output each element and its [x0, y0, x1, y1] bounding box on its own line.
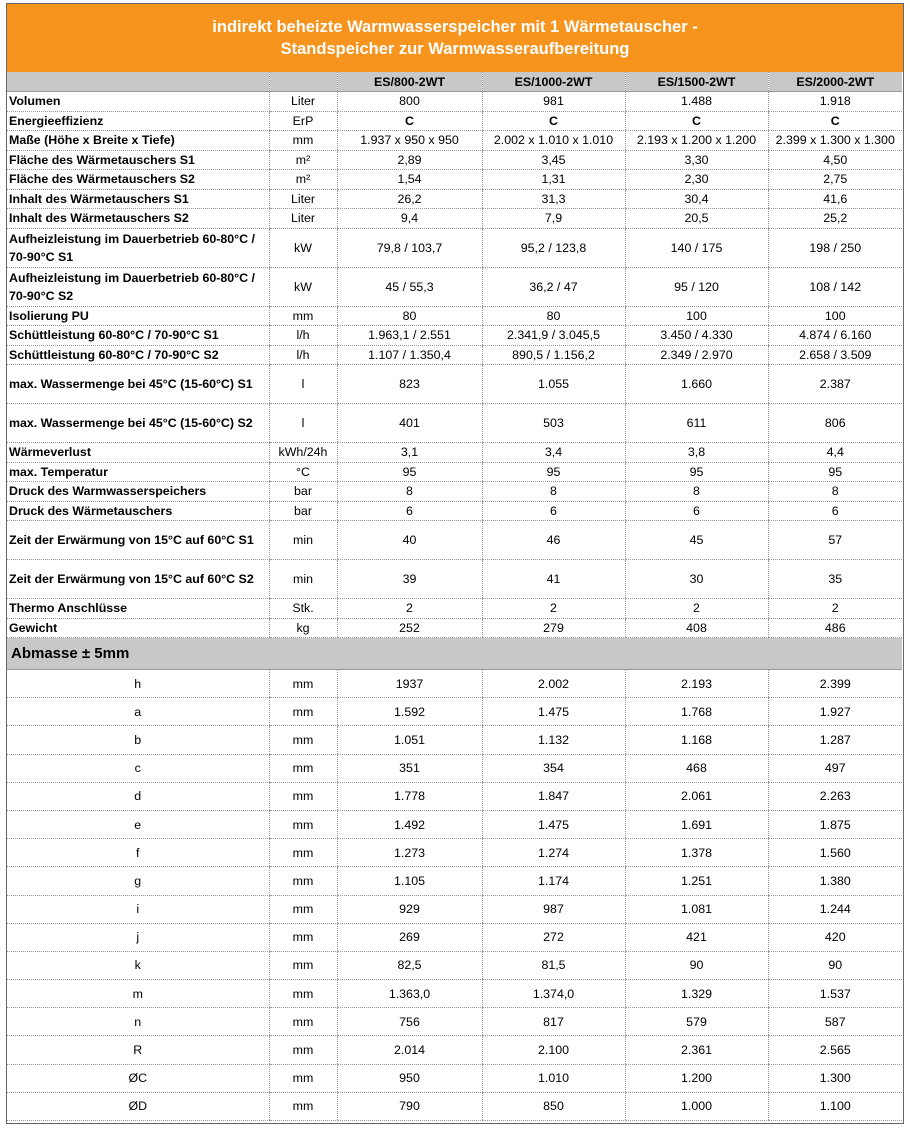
dimension-value: 1.927	[768, 698, 902, 726]
spec-value: 2	[625, 599, 768, 619]
model-header: ES/800-2WT	[337, 72, 482, 92]
spec-row	[7, 404, 902, 443]
spec-value: 8	[337, 482, 482, 502]
dimension-value: 1.475	[482, 810, 625, 838]
spec-value: 25,2	[768, 209, 902, 229]
dimension-value: 272	[482, 923, 625, 951]
spec-value: 6	[768, 501, 902, 521]
dimension-label: i	[7, 895, 269, 923]
dimension-value: 2.002	[482, 670, 625, 698]
spec-value: 45	[625, 521, 768, 560]
spec-unit: mm	[269, 131, 337, 151]
spec-value: 8	[768, 482, 902, 502]
dimension-value: 2.361	[625, 1036, 768, 1064]
dimension-value: 1.200	[625, 1064, 768, 1092]
dimension-value: 81,5	[482, 951, 625, 979]
spec-label: Energieeffizienz	[7, 111, 269, 131]
spec-value: 6	[482, 501, 625, 521]
dimension-label: b	[7, 726, 269, 754]
spec-value: 95,2 / 123,8	[482, 228, 625, 267]
dimension-value: 1.537	[768, 980, 902, 1008]
spec-unit: l/h	[269, 345, 337, 365]
dimension-row	[7, 670, 902, 698]
spec-value: 57	[768, 521, 902, 560]
spec-value: 198 / 250	[768, 228, 902, 267]
spec-value: 1.107 / 1.350,4	[337, 345, 482, 365]
spec-value: 3,45	[482, 150, 625, 170]
spec-rows	[7, 92, 902, 638]
spec-value: 3,8	[625, 443, 768, 463]
spec-label: Schüttleistung 60-80°C / 70-90°C S1	[7, 326, 269, 346]
dimension-label: a	[7, 698, 269, 726]
spec-unit: Stk.	[269, 599, 337, 619]
spec-value: 39	[337, 560, 482, 599]
spec-value: 95	[625, 462, 768, 482]
dimension-row	[7, 698, 902, 726]
dimension-value: 1.691	[625, 810, 768, 838]
dimension-value: 1.374,0	[482, 980, 625, 1008]
dimension-value: 90	[768, 951, 902, 979]
dimension-value: 1.560	[768, 839, 902, 867]
dimension-unit: mm	[269, 782, 337, 810]
spec-label: Fläche des Wärmetauschers S2	[7, 170, 269, 190]
dimension-value: 1.768	[625, 698, 768, 726]
spec-value: 41	[482, 560, 625, 599]
dimension-unit: mm	[269, 698, 337, 726]
spec-label: Gewicht	[7, 618, 269, 638]
spec-value: 2,30	[625, 170, 768, 190]
spec-value: C	[337, 111, 482, 131]
spec-value: 46	[482, 521, 625, 560]
dimension-unit: mm	[269, 810, 337, 838]
dimension-row	[7, 951, 902, 979]
spec-unit: kW	[269, 267, 337, 306]
spec-value: 79,8 / 103,7	[337, 228, 482, 267]
spec-row	[7, 228, 902, 267]
dimension-value: 1.492	[337, 810, 482, 838]
spec-value: 26,2	[337, 189, 482, 209]
dimension-value: 587	[768, 1008, 902, 1036]
spec-value: 6	[625, 501, 768, 521]
spec-value: C	[625, 111, 768, 131]
spec-unit: min	[269, 560, 337, 599]
dimension-label: d	[7, 782, 269, 810]
spec-value: 2	[768, 599, 902, 619]
dimension-value: 2.100	[482, 1036, 625, 1064]
dimension-row	[7, 1008, 902, 1036]
spec-value: 2.193 x 1.200 x 1.200	[625, 131, 768, 151]
spec-value: 20,5	[625, 209, 768, 229]
spec-row	[7, 326, 902, 346]
dimension-value: 817	[482, 1008, 625, 1036]
dimension-value: 1.010	[482, 1064, 625, 1092]
spec-value: 2.399 x 1.300 x 1.300	[768, 131, 902, 151]
spec-value: 8	[625, 482, 768, 502]
dimension-value: 1.475	[482, 698, 625, 726]
spec-value: 2,89	[337, 150, 482, 170]
spec-label: max. Wassermenge bei 45°C (15-60°C) S1	[7, 365, 269, 404]
spec-label: Inhalt des Wärmetauschers S2	[7, 209, 269, 229]
dimension-row	[7, 980, 902, 1008]
spec-unit: m²	[269, 150, 337, 170]
dimension-value: 1.000	[625, 1092, 768, 1120]
dimension-label: f	[7, 839, 269, 867]
spec-value: 8	[482, 482, 625, 502]
dimension-row	[7, 867, 902, 895]
dimension-value: 1.132	[482, 726, 625, 754]
spec-row	[7, 618, 902, 638]
dimension-value: 1.081	[625, 895, 768, 923]
dimension-value: 1.273	[337, 839, 482, 867]
dimension-value: 269	[337, 923, 482, 951]
dimension-unit: mm	[269, 1064, 337, 1092]
title-line-2: Standspeicher zur Warmwasseraufbereitung	[280, 40, 630, 58]
spec-row	[7, 209, 902, 229]
dimension-label: j	[7, 923, 269, 951]
dimension-value: 850	[482, 1092, 625, 1120]
dimensions-section	[7, 638, 902, 670]
dimensions-title: Abmasse ± 5mm	[7, 638, 902, 670]
spec-value: 6	[337, 501, 482, 521]
spec-value: 252	[337, 618, 482, 638]
spec-value: 2.349 / 2.970	[625, 345, 768, 365]
dimension-value: 351	[337, 754, 482, 782]
spec-value: 2,75	[768, 170, 902, 190]
spec-value: 100	[768, 306, 902, 326]
spec-value: 95	[482, 462, 625, 482]
spec-value: 981	[482, 92, 625, 112]
dimension-rows	[7, 670, 902, 1121]
spec-unit: kWh/24h	[269, 443, 337, 463]
dimension-unit: mm	[269, 839, 337, 867]
spec-value: 3,4	[482, 443, 625, 463]
spec-value: 890,5 / 1.156,2	[482, 345, 625, 365]
spec-value: 4,4	[768, 443, 902, 463]
model-header: ES/1000-2WT	[482, 72, 625, 92]
spec-row	[7, 131, 902, 151]
spec-value: 800	[337, 92, 482, 112]
dimension-label: R	[7, 1036, 269, 1064]
dimension-label: k	[7, 951, 269, 979]
header-blank-unit	[269, 72, 337, 92]
spec-value: 3.450 / 4.330	[625, 326, 768, 346]
spec-value: 2.341,9 / 3.045,5	[482, 326, 625, 346]
dimension-value: 1.051	[337, 726, 482, 754]
spec-row	[7, 501, 902, 521]
spec-value: 1,31	[482, 170, 625, 190]
dimension-value: 420	[768, 923, 902, 951]
spec-value: 408	[625, 618, 768, 638]
dimension-value: 1.329	[625, 980, 768, 1008]
model-header: ES/2000-2WT	[768, 72, 902, 92]
dimension-value: 579	[625, 1008, 768, 1036]
dimension-row	[7, 810, 902, 838]
spec-unit: Liter	[269, 209, 337, 229]
spec-row	[7, 521, 902, 560]
dimension-label: m	[7, 980, 269, 1008]
dimension-row	[7, 923, 902, 951]
dimension-value: 790	[337, 1092, 482, 1120]
dimension-value: 950	[337, 1064, 482, 1092]
dimension-value: 2.263	[768, 782, 902, 810]
spec-value: 80	[337, 306, 482, 326]
spec-label: Maße (Höhe x Breite x Tiefe)	[7, 131, 269, 151]
spec-value: 41,6	[768, 189, 902, 209]
dimension-value: 987	[482, 895, 625, 923]
spec-value: 9,4	[337, 209, 482, 229]
dimension-row	[7, 1092, 902, 1120]
spec-label: max. Temperatur	[7, 462, 269, 482]
spec-value: 95 / 120	[625, 267, 768, 306]
dimension-unit: mm	[269, 867, 337, 895]
dimension-value: 1.378	[625, 839, 768, 867]
dimension-value: 1.778	[337, 782, 482, 810]
spec-label: Zeit der Erwärmung von 15°C auf 60°C S1	[7, 521, 269, 560]
dimension-row	[7, 895, 902, 923]
spec-row	[7, 345, 902, 365]
spec-row	[7, 560, 902, 599]
dimension-value: 1.300	[768, 1064, 902, 1092]
spec-label: Schüttleistung 60-80°C / 70-90°C S2	[7, 345, 269, 365]
dimension-label: ØD	[7, 1092, 269, 1120]
spec-unit: l/h	[269, 326, 337, 346]
spec-value: 4.874 / 6.160	[768, 326, 902, 346]
spec-value: 3,30	[625, 150, 768, 170]
dimension-value: 1.847	[482, 782, 625, 810]
spec-unit: m²	[269, 170, 337, 190]
spec-value: 401	[337, 404, 482, 443]
spec-unit: Liter	[269, 92, 337, 112]
spec-label: Wärmeverlust	[7, 443, 269, 463]
spec-table	[7, 72, 902, 1121]
dimension-value: 468	[625, 754, 768, 782]
spec-value: 1,54	[337, 170, 482, 190]
dimension-unit: mm	[269, 951, 337, 979]
dimension-label: e	[7, 810, 269, 838]
spec-row	[7, 170, 902, 190]
spec-label: Aufheizleistung im Dauerbetrieb 60-80°C / 70-90°C S1	[7, 228, 269, 267]
spec-value: 35	[768, 560, 902, 599]
spec-unit: bar	[269, 501, 337, 521]
dimension-row	[7, 1064, 902, 1092]
dimension-unit: mm	[269, 1036, 337, 1064]
spec-value: 108 / 142	[768, 267, 902, 306]
spec-row	[7, 92, 902, 112]
spec-label: Aufheizleistung im Dauerbetrieb 60-80°C / 70-90°C S2	[7, 267, 269, 306]
spec-value: 486	[768, 618, 902, 638]
spec-sheet	[6, 3, 904, 1124]
spec-value: 4,50	[768, 150, 902, 170]
spec-unit: min	[269, 521, 337, 560]
spec-row	[7, 599, 902, 619]
dimension-value: 1.100	[768, 1092, 902, 1120]
spec-value: 2.002 x 1.010 x 1.010	[482, 131, 625, 151]
dimension-value: 2.193	[625, 670, 768, 698]
spec-value: 1.937 x 950 x 950	[337, 131, 482, 151]
dimension-value: 756	[337, 1008, 482, 1036]
spec-value: 95	[768, 462, 902, 482]
dimension-value: 1.875	[768, 810, 902, 838]
spec-value: 31,3	[482, 189, 625, 209]
dimension-row	[7, 754, 902, 782]
dimensions-header-row	[7, 638, 902, 670]
dimension-unit: mm	[269, 1008, 337, 1036]
spec-row	[7, 365, 902, 404]
spec-value: 95	[337, 462, 482, 482]
dimension-unit: mm	[269, 895, 337, 923]
header-blank-label	[7, 72, 269, 92]
spec-value: 45 / 55,3	[337, 267, 482, 306]
dimension-value: 1.380	[768, 867, 902, 895]
spec-label: Fläche des Wärmetauschers S1	[7, 150, 269, 170]
dimension-label: ØC	[7, 1064, 269, 1092]
dimension-value: 2.565	[768, 1036, 902, 1064]
spec-label: Inhalt des Wärmetauschers S1	[7, 189, 269, 209]
dimension-row	[7, 839, 902, 867]
spec-row	[7, 111, 902, 131]
spec-value: 2	[482, 599, 625, 619]
spec-value: 2.387	[768, 365, 902, 404]
spec-value: 279	[482, 618, 625, 638]
dimension-unit: mm	[269, 726, 337, 754]
spec-row	[7, 267, 902, 306]
spec-value: 30,4	[625, 189, 768, 209]
dimension-value: 929	[337, 895, 482, 923]
spec-value: 7,9	[482, 209, 625, 229]
spec-value: 503	[482, 404, 625, 443]
spec-value: 1.918	[768, 92, 902, 112]
spec-value: 2.658 / 3.509	[768, 345, 902, 365]
dimension-value: 1.168	[625, 726, 768, 754]
spec-label: Thermo Anschlüsse	[7, 599, 269, 619]
spec-value: 1.660	[625, 365, 768, 404]
spec-value: 40	[337, 521, 482, 560]
spec-label: Volumen	[7, 92, 269, 112]
model-header-row	[7, 72, 902, 92]
spec-value: 1.488	[625, 92, 768, 112]
dimension-value: 1.251	[625, 867, 768, 895]
dimension-label: c	[7, 754, 269, 782]
dimension-unit: mm	[269, 670, 337, 698]
dimension-value: 1.244	[768, 895, 902, 923]
spec-unit: kg	[269, 618, 337, 638]
spec-row	[7, 462, 902, 482]
dimension-value: 2.014	[337, 1036, 482, 1064]
dimension-unit: mm	[269, 754, 337, 782]
spec-row	[7, 443, 902, 463]
dimension-value: 1.105	[337, 867, 482, 895]
spec-row	[7, 150, 902, 170]
spec-value: 30	[625, 560, 768, 599]
spec-label: Isolierung PU	[7, 306, 269, 326]
spec-unit: Liter	[269, 189, 337, 209]
spec-value: 36,2 / 47	[482, 267, 625, 306]
dimension-value: 497	[768, 754, 902, 782]
dimension-unit: mm	[269, 1092, 337, 1120]
spec-unit: kW	[269, 228, 337, 267]
spec-unit: mm	[269, 306, 337, 326]
spec-value: 1.963,1 / 2.551	[337, 326, 482, 346]
dimension-value: 421	[625, 923, 768, 951]
spec-row	[7, 189, 902, 209]
model-header: ES/1500-2WT	[625, 72, 768, 92]
spec-row	[7, 306, 902, 326]
dimension-value: 90	[625, 951, 768, 979]
dimension-value: 1937	[337, 670, 482, 698]
dimension-unit: mm	[269, 923, 337, 951]
spec-value: 2	[337, 599, 482, 619]
spec-row	[7, 482, 902, 502]
dimension-value: 2.061	[625, 782, 768, 810]
spec-value: 1.055	[482, 365, 625, 404]
spec-unit: bar	[269, 482, 337, 502]
spec-label: max. Wassermenge bei 45°C (15-60°C) S2	[7, 404, 269, 443]
title-line-1: indirekt beheizte Warmwasserspeicher mit 1 Wärmetauscher -	[212, 18, 698, 36]
dimension-row	[7, 782, 902, 810]
spec-value: C	[482, 111, 625, 131]
dimension-value: 1.363,0	[337, 980, 482, 1008]
spec-value: 823	[337, 365, 482, 404]
dimension-value: 82,5	[337, 951, 482, 979]
dimension-label: h	[7, 670, 269, 698]
spec-unit: ErP	[269, 111, 337, 131]
spec-value: 611	[625, 404, 768, 443]
dimension-value: 1.592	[337, 698, 482, 726]
dimension-row	[7, 1036, 902, 1064]
spec-label: Druck des Wärmetauschers	[7, 501, 269, 521]
dimension-label: n	[7, 1008, 269, 1036]
spec-value: 80	[482, 306, 625, 326]
spec-value: 140 / 175	[625, 228, 768, 267]
spec-label: Druck des Warmwasserspeichers	[7, 482, 269, 502]
spec-label: Zeit der Erwärmung von 15°C auf 60°C S2	[7, 560, 269, 599]
spec-unit: l	[269, 365, 337, 404]
spec-value: C	[768, 111, 902, 131]
spec-value: 806	[768, 404, 902, 443]
dimension-value: 354	[482, 754, 625, 782]
dimension-value: 2.399	[768, 670, 902, 698]
dimension-value: 1.287	[768, 726, 902, 754]
spec-unit: l	[269, 404, 337, 443]
dimension-label: g	[7, 867, 269, 895]
dimension-value: 1.274	[482, 839, 625, 867]
spec-unit: °C	[269, 462, 337, 482]
spec-value: 3,1	[337, 443, 482, 463]
page-title	[7, 4, 903, 72]
dimension-value: 1.174	[482, 867, 625, 895]
dimension-unit: mm	[269, 980, 337, 1008]
dimension-row	[7, 726, 902, 754]
spec-value: 100	[625, 306, 768, 326]
